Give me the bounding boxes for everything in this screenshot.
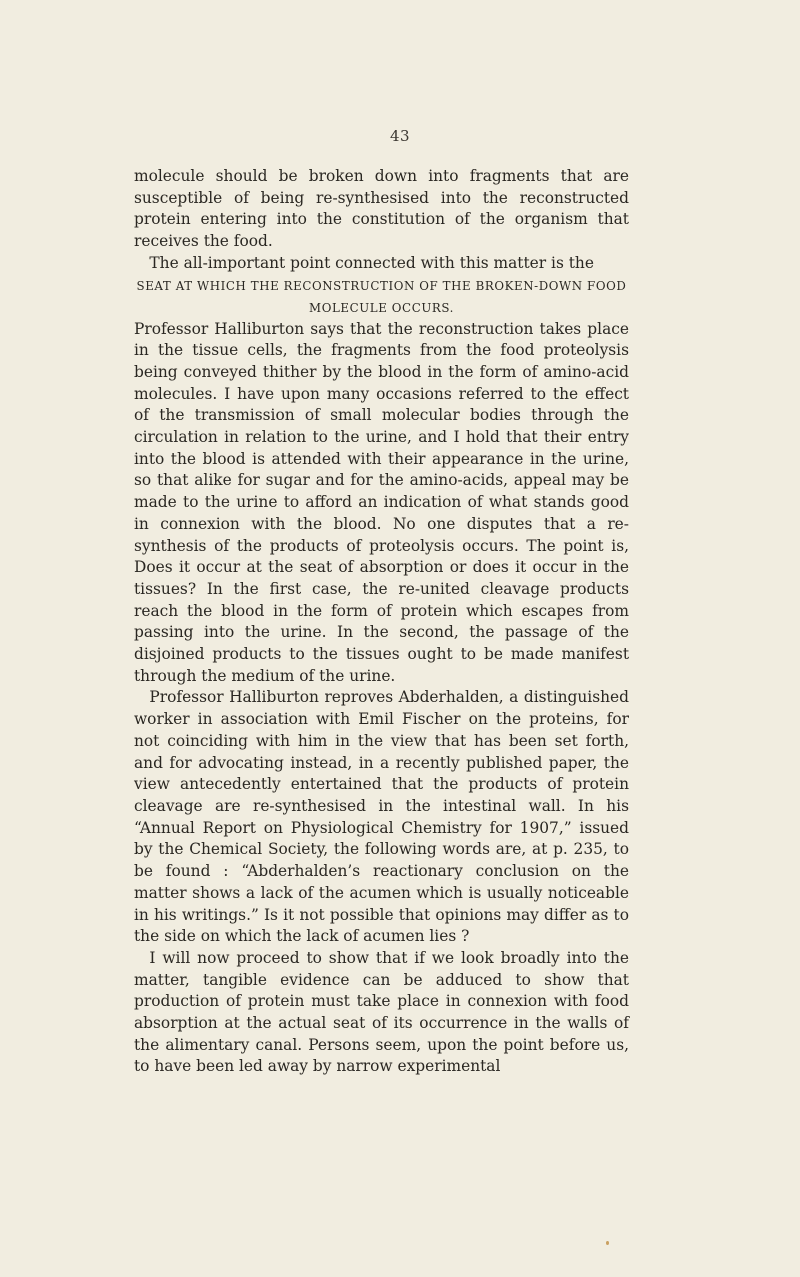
page-number: 43 (389, 127, 411, 145)
paragraph-1: molecule should be broken down into fragments that are susceptible of being re-synthesised into the reconstructed protein entering into the constitution of the organism that receives the food. (134, 167, 629, 251)
body-text (134, 166, 629, 1078)
paragraph-3: Professor Halliburton says that the reconstruction takes place in the tissue cells, the fragments from the food proteolysis being conveyed thither by the blood in the form of amino-acid molecules. I have upon many occasions referred to the effect of the transmission of small molecular bodies through the circulation in relation to the urine, and I hold that their entry into the blood is attended with their appearance in the urine, so that alike for sugar and for the amino-acids, appeal may be made to the urine to afford an indication of what stands good in connexion with the blood. No one disputes that a re-synthesis of the products of proteolysis occurs. The point is, Does it occur at the seat of absorption or does it occur in the tissues? In the first case, the re-united cleavage products reach the blood in the form of protein which escapes from passing into the urine. In the second, the passage of the disjoined products to the tissues ought to be made manifest through the medium of the urine. (134, 319, 629, 685)
paragraph-2: The all-important point connected with this matter is the (149, 253, 594, 272)
paragraph-4: Professor Halliburton reproves Abderhalden, a distinguished worker in association with Emil Fischer on the proteins, for not coinciding with him in the view that has been set forth, and for advocating instead, in a recently published paper, the view antecedently entertained that the products of protein cleavage are re-synthesised in the intestinal wall. In his “Annual Report on Physiological Chemistry for 1907,” issued by the Chemical Society, the following words are, at p. 235, to be found : “Abderhalden’s reactionary conclusion on the matter shows a lack of the acumen which is usually noticeable in his writings.” Is it not possible that opinions may differ as to the side on which the lack of acumen lies ? (134, 688, 629, 946)
paragraph-5: I will now proceed to show that if we look broadly into the matter, tangible evidence can be adduced to show that production of protein must take place in connexion with food absorption at the actual seat of its occurrence in the walls of the alimentary canal. Persons seem, upon the point before us, to have been led away by narrow experimental (134, 948, 629, 1076)
section-heading: SEAT AT WHICH THE RECONSTRUCTION OF THE BROKEN-DOWN FOOD MOLECULE OCCURS. (136, 278, 627, 315)
paper-speck (606, 1241, 609, 1245)
